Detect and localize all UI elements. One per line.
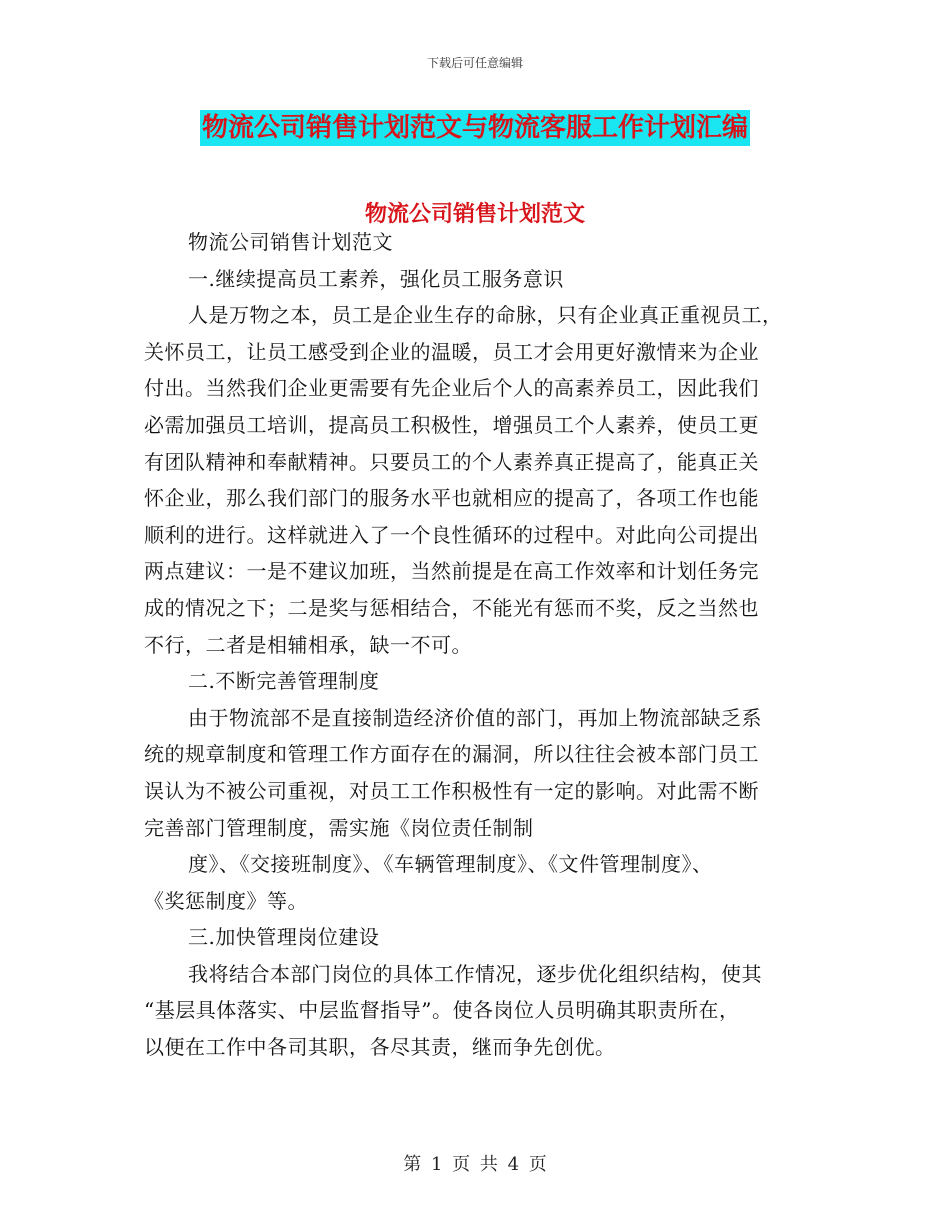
text-line: 我将结合本部门岗位的具体工作情况，逐步优化组织结构，使其 — [188, 961, 762, 986]
page-footer: 第 1 页 共 4 页 — [403, 1154, 547, 1175]
text-line: 关怀员工，让员工感受到企业的温暖，员工才会用更好激情来为企业 — [144, 339, 759, 364]
header-note: 下载后可任意编辑 — [426, 56, 523, 70]
text-line: 人是万物之本，员工是企业生存的命脉，只有企业真正重视员工， — [188, 303, 783, 328]
text-line: 有团队精神和奉献精神。只要员工的个人素养真正提高了，能真正关 — [144, 449, 759, 474]
text-line: 度》、《交接班制度》、《车辆管理制度》、《文件管理制度》、 — [188, 852, 713, 877]
text-line: 物流公司销售计划范文 — [188, 230, 393, 254]
text-line: 顺利的进行。这样就进入了一个良性循环的过程中。对此向公司提出 — [144, 522, 759, 547]
text-line: 付出。当然我们企业更需要有先企业后个人的高素养员工，因此我们 — [144, 376, 759, 401]
text-line: 不行，二者是相辅相承，缺一不可。 — [144, 632, 472, 657]
document-title-wrapper — [0, 110, 950, 146]
section-title: 物流公司销售计划范文 — [364, 202, 585, 227]
text-line: 以便在工作中各司其职，各尽其责，继而争先创优。 — [144, 1035, 616, 1060]
body-text — [144, 224, 808, 1066]
text-line: 误认为不被公司重视，对员工工作积极性有一定的影响。对此需不断 — [144, 778, 759, 803]
text-line: 《奖惩制度》等。 — [144, 888, 308, 913]
text-line: 完善部门管理制度，需实施《岗位责任制制 — [144, 815, 534, 840]
text-line: 必需加强员工培训，提高员工积极性，增强员工个人素养，使员工更 — [144, 412, 759, 437]
text-line: 二.不断完善管理制度 — [188, 669, 380, 694]
document-title: 物流公司销售计划范文与物流客服工作计划汇编 — [200, 110, 750, 146]
text-line: 成的情况之下；二是奖与惩相结合，不能光有惩而不奖，反之当然也 — [144, 595, 759, 620]
text-line: “基层具体落实、中层监督指导”。使各岗位人员明确其职责所在， — [144, 998, 740, 1023]
text-line: 统的规章制度和管理工作方面存在的漏洞，所以往往会被本部门员工 — [144, 742, 759, 767]
text-line: 两点建议：一是不建议加班，当然前提是在高工作效率和计划任务完 — [144, 559, 759, 584]
text-line: 三.加快管理岗位建设 — [188, 925, 380, 950]
text-line: 一.继续提高员工素养，强化员工服务意识 — [188, 266, 564, 291]
text-line: 由于物流部不是直接制造经济价值的部门，再加上物流部缺乏系 — [188, 705, 762, 730]
text-line: 怀企业，那么我们部门的服务水平也就相应的提高了，各项工作也能 — [144, 486, 759, 511]
